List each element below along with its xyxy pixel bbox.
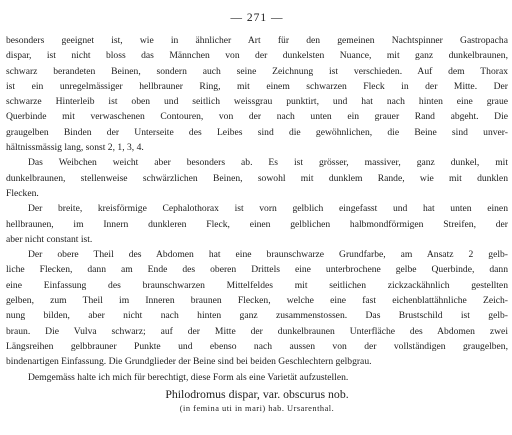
text-line: liche Flecken, dann am Ende des oberen Drittels eine unterbrochene gelbe Querbinde, dann [6,264,508,276]
text-line: Der obere Theil des Abdomen hat eine braunschwarze Grundfarbe, am Ansatz 2 gelb- [28,249,508,261]
paragraph [6,370,508,385]
text-line: eine Einfassung des braunschwarzen Mittelfeldes mit seitlichen zickzackähnlich gestellten [6,279,508,291]
paragraph [6,33,508,155]
text-line: Der breite, kreisförmige Cephalothorax ist vorn gelblich eingefasst und hat unten einen [28,203,508,215]
species-heading: Philodromus dispar, var. obscurus nob. [165,386,349,401]
text-line: bindenartigen Einfassung. Die Grundglieder der Beine sind bei beiden Geschlechtern gelbgrau. [6,356,372,368]
paragraph [6,247,508,369]
text-line: dunkelbraunen, stellenweise schwärzlichen Beinen, sowohl mit dunklem Rande, wie mit dunklen [6,172,508,184]
text-line: Demgemäss halte ich mich für berechtigt, diese Form als eine Varietät aufzustellen. [28,371,349,383]
text-line: gelben, zum Theil im Inneren braunen Flecken, welche eine fast eichenblattähnliche Zeich- [6,295,508,307]
text-line: dispar, ist nicht bloss das Männchen von der dunkelsten Nuance, mit ganz dunkelbraunen, [6,50,508,62]
text-line: Das Weibchen weicht aber besonders ab. Es ist grösser, massiver, ganz dunkel, mit [28,157,508,169]
text-line: Flecken. [6,187,39,199]
text-line: Längsreihen gelbbrauner Punkte und ebenso nach aussen von der vollständigen graugelben, [6,340,508,352]
text-line: graugelben Binden der Unterseite des Leibes sind die gewöhnlichen, die Beine sind unver- [6,126,508,138]
text-line: hältnissmässig lang, sonst 2, 1, 3, 4. [6,142,144,154]
text-line: nung bilden, aber nicht nach hinten ganz zusammenstossen. Das Brustschild ist gelb- [6,310,508,322]
text-line: hellbraunen, im Innern dunkleren Fleck, einen gelblichen halbmondförmigen Streifen, der [6,218,508,230]
text-line: braun. Die Vulva schwarz; auf der Mitte der dunkelbraunen Unterfläche des Abdomen zwei [6,325,508,337]
text-line: aber nicht constant ist. [6,233,93,245]
text-line: besonders geeignet ist, wie in ähnlicher Art für den gemeinen Nachtspinner Gastropacha [6,35,508,46]
text-line: ist ein unregelmässiger hellbrauner Ring, mit einem schwarzen Fleck in der Mitte. Der [6,80,508,92]
page-number: — 271 — [230,12,284,24]
text-line: Querbinde mit verwaschenen Contouren, von der nach unten ein grauer Rand abgeht. Die [6,111,508,123]
paragraph [6,201,508,247]
locality-note: (in femina uti in mari) hab. Ursarenthal. [179,403,335,413]
paragraph [6,155,508,201]
text-line: schwarze Hinterleib ist oben und seitlich weissgrau punktirt, und hat nach hinten eine graue [6,96,508,108]
text-line: schwarz berandeten Beinen, sondern auch seine Zeichnung ist verschieden. Auf dem Thorax [6,65,508,77]
body-text [6,33,508,385]
